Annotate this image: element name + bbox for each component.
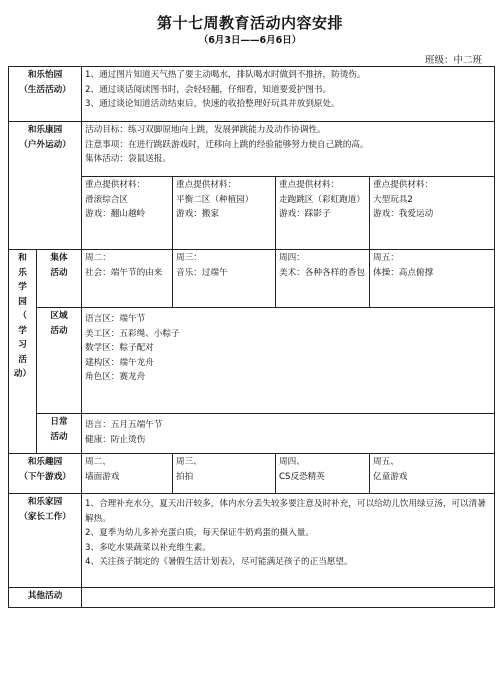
- family-line: 2、夏季为幼儿多补充蛋白质，每天保证牛奶鸡蛋的摄入量。: [85, 528, 314, 538]
- outdoor-area-4: 重点提供材料： 大型玩具2 游戏：我爱运动: [370, 177, 495, 250]
- outdoor-area-1: 重点提供材料： 滑滚综合区 游戏：翻山越岭: [82, 177, 173, 250]
- collective-thu: 周四： 美术：各种各样的香包: [276, 250, 370, 308]
- section-label-other: 其他活动: [9, 588, 82, 608]
- outdoor-area-3: 重点提供材料： 走跑跳区（彩虹跑道） 游戏：踩影子: [276, 177, 370, 250]
- family-line: 1、合理补充水分，夏天出汗较多，体内水分丢失较多要注意及时补充，可以给幼儿饮用绿豆汤，可以清暑解热。: [85, 499, 486, 524]
- page-title: 第十七周教育活动内容安排: [156, 14, 343, 32]
- area-line: 语言区：端午节: [85, 314, 146, 324]
- section-label-afternoon: 和乐趣园 （下午游戏）: [9, 454, 82, 494]
- outdoor-area-2: 重点提供材料： 平衡二区（种植园） 游戏：搬家: [173, 177, 276, 250]
- life-activity-content: [82, 67, 495, 122]
- class-label: 班级：中二班: [424, 55, 482, 66]
- collective-wed: 周三： 音乐：过端午: [173, 250, 276, 308]
- outdoor-group: 集体活动：袋鼠送报。: [85, 154, 171, 164]
- area-line: 建构区：端午龙舟: [85, 357, 154, 368]
- date-range: （6月3日——6月6日）: [198, 35, 302, 46]
- afternoon-tue: 周二、 墙面游戏: [82, 454, 173, 494]
- daily-line: 语言：五月五端午节: [85, 420, 163, 430]
- area-activity-content: [82, 308, 495, 414]
- section-label-family: 和乐家园 （家长工作）: [9, 494, 82, 588]
- schedule-table: [8, 66, 495, 608]
- family-line: 3、多吃水果蔬菜以补充维生素。: [85, 542, 211, 553]
- section-label-life: 和乐怡园 （生活活动）: [9, 67, 82, 122]
- life-line: 3、通过谈论知道活动结束后，快速的收拾整理好玩具并放到原处。: [85, 99, 340, 109]
- family-work-content: [82, 494, 495, 588]
- section-label-learning: 和 乐 学 园 （ 学 习 活 动）: [9, 250, 37, 454]
- sub-label-daily: 日常 活动: [37, 414, 82, 454]
- area-line: 数学区：粽子配对: [85, 343, 154, 353]
- daily-line: 健康：防止烫伤: [85, 434, 146, 445]
- collective-fri: 周五： 体操：高点俯撑: [370, 250, 495, 308]
- section-label-outdoor: 和乐康园 （户外运动）: [9, 122, 82, 250]
- collective-tue: 周二： 社会：端午节的由来: [82, 250, 173, 308]
- family-line: 4、关注孩子制定的《暑假生活计划表》，尽可能满足孩子的正当愿望。: [85, 557, 353, 567]
- life-line: 1、通过图片知道天气热了要主动喝水，排队喝水时做到不推挤，防烫伤。: [85, 70, 366, 80]
- outdoor-goal-content: [82, 122, 495, 177]
- afternoon-wed: 周三、 拍拍: [173, 454, 276, 494]
- outdoor-goal: 活动目标：练习双脚原地向上跳，发展弹跳能力及动作协调性。: [85, 125, 326, 135]
- afternoon-fri: 周五、 亿童游戏: [370, 454, 495, 494]
- daily-activity-content: [82, 414, 495, 454]
- other-activity-content: [82, 588, 495, 608]
- afternoon-thu: 周四、 CS反恐精英: [276, 454, 370, 494]
- sub-label-collective: 集体 活动: [37, 250, 82, 308]
- area-line: 角色区：赛龙舟: [85, 372, 146, 382]
- sub-label-areas: 区域 活动: [37, 308, 82, 414]
- outdoor-notes: 注意事项：在进行跳跃游戏时，迁移向上跳的经验能够努力使自己跳的高。: [85, 139, 369, 150]
- area-line: 美工区：五彩绳、小粽子: [85, 328, 180, 339]
- life-line: 2、通过谈话阅读图书时，会轻轻翻，仔细看，知道要爱护图书。: [85, 84, 332, 95]
